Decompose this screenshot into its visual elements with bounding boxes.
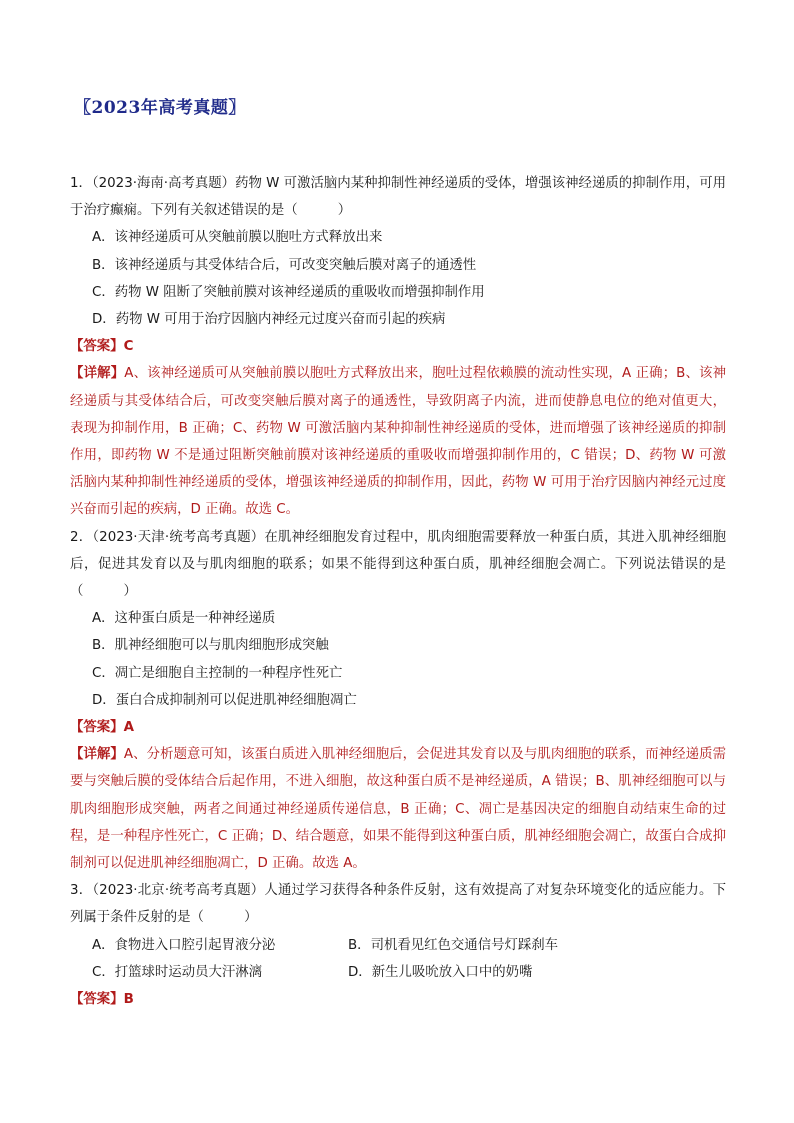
option-a: A．这种蛋白质是一种神经递质: [92, 611, 276, 627]
option-b: B．该神经递质与其受体结合后，可改变突触后膜对离子的通透性: [92, 257, 477, 273]
option-c: C．凋亡是细胞自主控制的一种程序性死亡: [92, 665, 343, 681]
option-d: D．药物 W 可用于治疗因脑内神经元过度兴奋而引起的疾病: [92, 312, 446, 328]
question-stem: 1．（2023·海南·高考真题）药物 W 可激活脑内某种抑制性神经递质的受体，增强该神经递质的抑制作用，可用于治疗癫痫。下列有关叙述错误的是（ ）: [70, 176, 726, 219]
option-c: C．打篮球时运动员大汗淋漓: [92, 964, 263, 980]
option-a: A．食物进入口腔引起胃液分泌: [92, 937, 276, 953]
question-1: [70, 170, 726, 524]
explanation-text: A、分析题意可知，该蛋白质进入肌神经细胞后，会促进其发育以及与肌肉细胞的联系，而神经递质需要与突触后膜的受体结合后起作用，不进入细胞，故这种蛋白质不是神经递质，A 错误；B、肌神经细胞可以与肌肉细胞形成突触，两者之间通过神经递质传递信息，B 正确；C、凋亡是基因决定的细胞自动结束生命的过程，是一种程序性死亡，C 正确；D、结合题意，如果不能得到这种蛋白质，肌神经细胞会凋亡，故蛋白合成抑制剂可以促进肌神经细胞凋亡，D 正确。故选 A。: [70, 747, 726, 872]
question-stem: 2．（2023·天津·统考高考真题）在肌神经细胞发育过程中，肌肉细胞需要释放一种蛋白质，其进入肌神经细胞后，促进其发育以及与肌肉细胞的联系；如果不能得到这种蛋白质，肌神经细胞会凋亡。下列说法错误的是（ ）: [70, 529, 726, 600]
answer-value: B: [123, 992, 134, 1008]
question-stem: 3．（2023·北京·统考高考真题）人通过学习获得各种条件反射，这有效提高了对复杂环境变化的适应能力。下列属于条件反射的是（ ）: [70, 883, 726, 926]
answer-line: [70, 986, 726, 1013]
question-2: [70, 524, 726, 878]
option-row: [70, 959, 726, 986]
answer-line: [70, 714, 726, 741]
explanation-text: A、该神经递质可从突触前膜以胞吐方式释放出来，胞吐过程依赖膜的流动性实现，A 正确；B、该神经递质与其受体结合后，可改变突触后膜对离子的通透性，导致阴离子内流，进而使静息电位的绝对值更大，表现为抑制作用，B 正确；C、药物 W 可激活脑内某种抑制性神经递质的受体，进而增强了该神经递质的抑制作用，即药物 W 不是通过阻断突触前膜对该神经递质的重吸收而增强抑制作用的，C 错误；D、药物 W 可激活脑内某种抑制性神经递质的受体，增强该神经递质的抑制作用，因此，药物 W 可用于治疗因脑内神经元过度兴奋而引起的疾病，D 正确。故选 C。: [70, 366, 726, 518]
explain-tag: 【详解】: [70, 366, 125, 382]
explain-tag: 【详解】: [70, 747, 124, 763]
explanation: [70, 741, 726, 877]
answer-line: [70, 333, 726, 360]
answer-tag: 【答案】: [70, 992, 124, 1008]
question-list: [70, 170, 726, 1013]
option-d: D．新生儿吸吮放入口中的奶嘴: [348, 964, 533, 980]
answer-value: C: [123, 339, 134, 355]
question-3: [70, 877, 726, 1013]
option-c: C．药物 W 阻断了突触前膜对该神经递质的重吸收而增强抑制作用: [92, 284, 485, 300]
section-title: 〖2023年高考真题〗: [74, 98, 246, 118]
explanation: [70, 360, 726, 523]
answer-value: A: [123, 720, 134, 736]
answer-tag: 【答案】: [70, 720, 124, 736]
option-a: A．该神经递质可从突触前膜以胞吐方式释放出来: [92, 230, 383, 246]
option-b: B．司机看见红色交通信号灯踩刹车: [348, 937, 559, 953]
option-d: D．蛋白合成抑制剂可以促进肌神经细胞凋亡: [92, 692, 357, 708]
answer-tag: 【答案】: [70, 339, 124, 355]
option-b: B．肌神经细胞可以与肌肉细胞形成突触: [92, 638, 329, 654]
option-row: [70, 932, 726, 959]
